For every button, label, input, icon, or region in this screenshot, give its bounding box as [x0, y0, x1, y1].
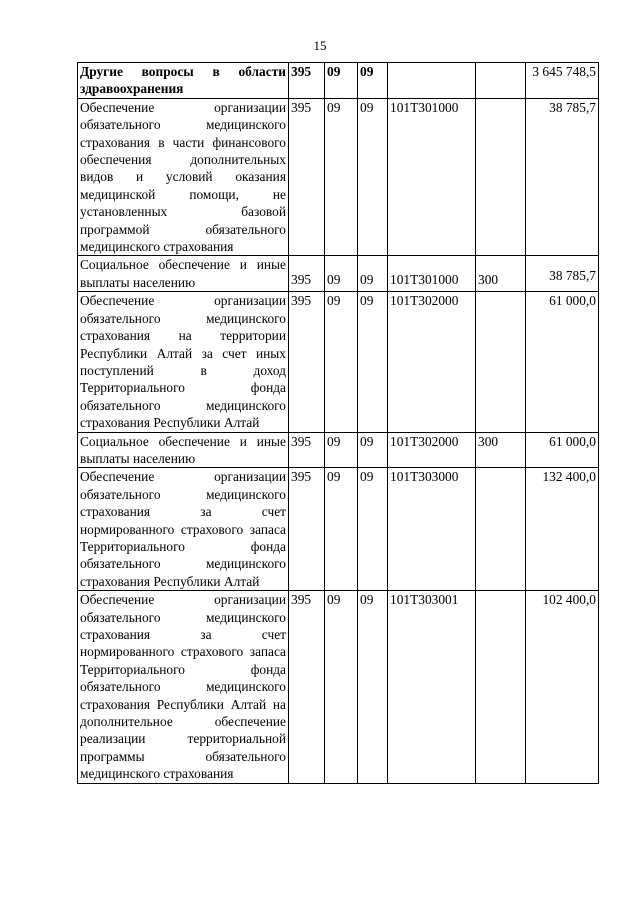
row-amount: 38 785,7 — [526, 256, 599, 292]
row-section: 09 — [325, 63, 358, 99]
row-section: 09 — [325, 256, 358, 292]
row-name: Социальное обеспечение и иные выплаты населению — [78, 256, 289, 292]
page-number: 15 — [313, 38, 327, 53]
row-section: 09 — [325, 98, 358, 256]
row-subsection: 09 — [358, 591, 388, 783]
row-section: 09 — [325, 292, 358, 432]
row-grbs: 395 — [289, 98, 325, 256]
row-amount: 61 000,0 — [526, 432, 599, 468]
row-expense-type: 300 — [476, 432, 526, 468]
row-expense-type — [476, 591, 526, 783]
row-target-article: 101Т303001 — [388, 591, 476, 783]
row-subsection: 09 — [358, 292, 388, 432]
row-name: Социальное обеспечение и иные выплаты населению — [78, 432, 289, 468]
row-amount: 3 645 748,5 — [526, 63, 599, 99]
row-expense-type — [476, 98, 526, 256]
row-section: 09 — [325, 468, 358, 591]
row-subsection: 09 — [358, 98, 388, 256]
row-expense-type: 300 — [476, 256, 526, 292]
row-grbs: 395 — [289, 468, 325, 591]
row-grbs: 395 — [289, 591, 325, 783]
row-grbs: 395 — [289, 63, 325, 99]
row-name: Обеспечение организации обязательного медицинского страхования в части финансового обеспечения дополнительных видов и условий оказания медицинской помощи, не установленных базовой программой обязательного медицинского страхования — [78, 98, 289, 256]
row-target-article: 101Т302000 — [388, 292, 476, 432]
row-expense-type — [476, 468, 526, 591]
row-name: Обеспечение организации обязательного медицинского страхования за счет нормированного страхового запаса Территориального фонда обязательного медицинского страхования Республики Алтай — [78, 468, 289, 591]
table-row — [78, 63, 599, 99]
table-row — [78, 591, 599, 783]
row-grbs: 395 — [289, 432, 325, 468]
row-subsection: 09 — [358, 63, 388, 99]
row-subsection: 09 — [358, 256, 388, 292]
table-row — [78, 432, 599, 468]
row-amount: 102 400,0 — [526, 591, 599, 783]
row-expense-type — [476, 292, 526, 432]
row-target-article: 101Т301000 — [388, 98, 476, 256]
row-target-article — [388, 63, 476, 99]
table-row — [78, 256, 599, 292]
row-name: Обеспечение организации обязательного медицинского страхования за счет нормированного страхового запаса Территориального фонда обязательного медицинского страхования Республики Алтай на дополнительное обеспечение реализации территориальной программы обязательного медицинского страхования — [78, 591, 289, 783]
row-amount: 132 400,0 — [526, 468, 599, 591]
budget-table — [77, 62, 599, 784]
table-row — [78, 292, 599, 432]
row-target-article: 101Т302000 — [388, 432, 476, 468]
row-subsection: 09 — [358, 432, 388, 468]
row-grbs: 395 — [289, 256, 325, 292]
table-row — [78, 468, 599, 591]
row-section: 09 — [325, 591, 358, 783]
row-expense-type — [476, 63, 526, 99]
row-subsection: 09 — [358, 468, 388, 591]
row-grbs: 395 — [289, 292, 325, 432]
row-amount: 38 785,7 — [526, 98, 599, 256]
row-name: Другие вопросы в области здравоохранения — [78, 63, 289, 99]
row-section: 09 — [325, 432, 358, 468]
row-target-article: 101Т303000 — [388, 468, 476, 591]
table-row — [78, 98, 599, 256]
row-target-article: 101Т301000 — [388, 256, 476, 292]
row-name: Обеспечение организации обязательного медицинского страхования на территории Республики Алтай за счет иных поступлений в доход Территориального фонда обязательного медицинского страхования Республики Алтай — [78, 292, 289, 432]
row-amount: 61 000,0 — [526, 292, 599, 432]
